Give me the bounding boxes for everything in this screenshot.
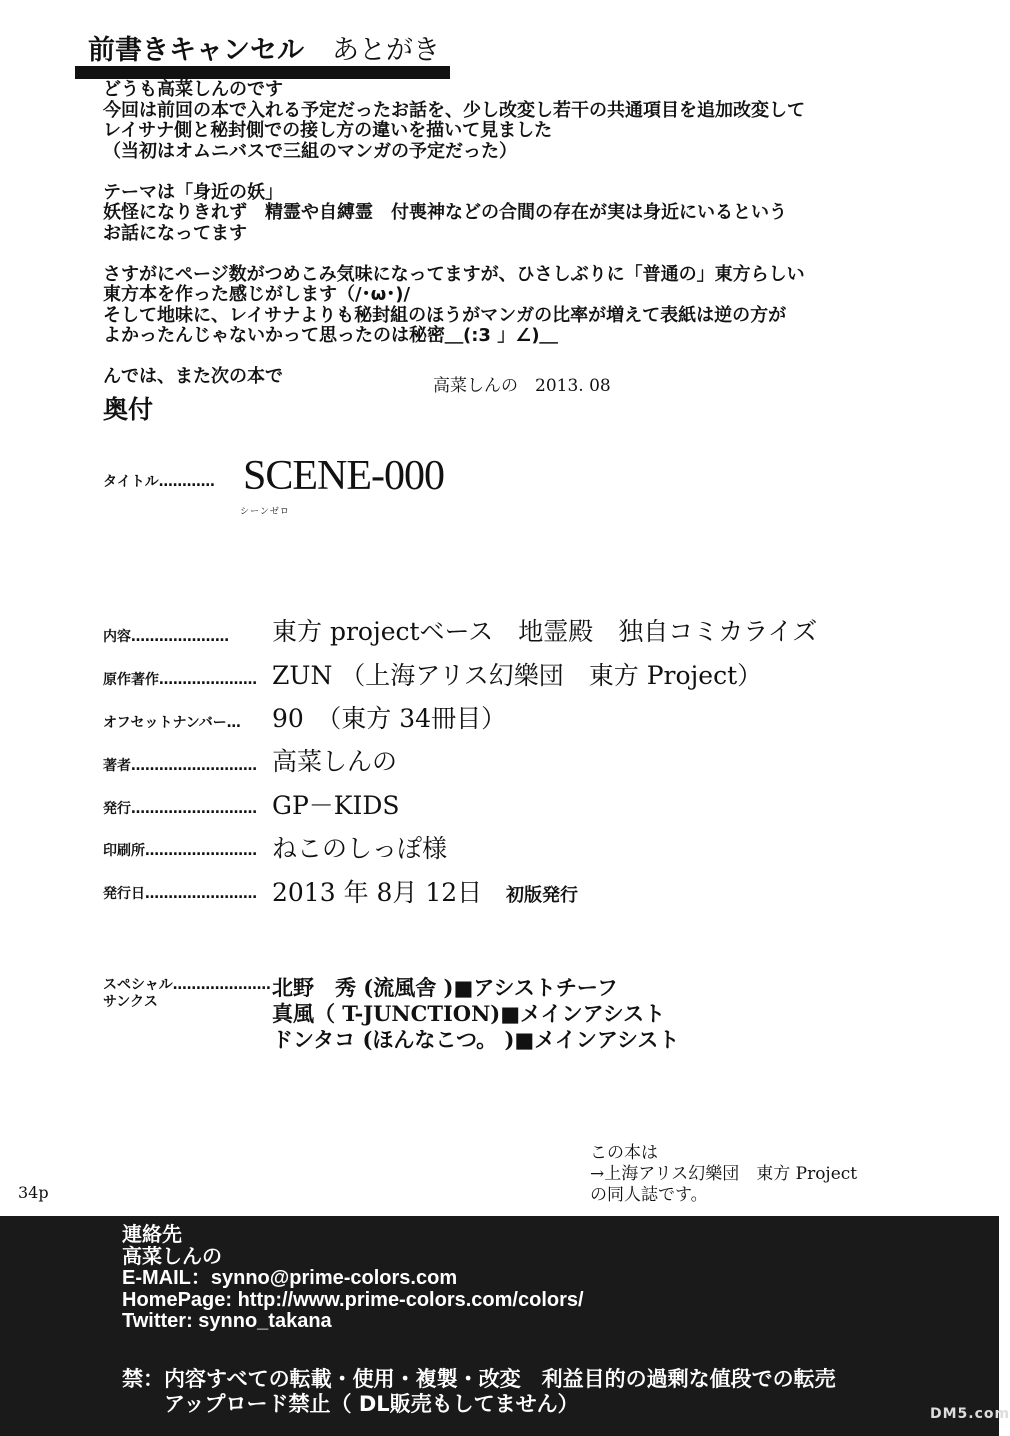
doujin-note-line: →上海アリス幻樂団 東方 Project (590, 1164, 858, 1184)
site-watermark: DM5.com (930, 1406, 1010, 1422)
afterword-text (103, 80, 805, 388)
afterword-line: 今回は前回の本で入れる予定だったお話を、少し改変し若干の共通項目を追加改変して (103, 99, 805, 121)
content-label: 内容………………… (103, 629, 229, 645)
page-number: 34p (18, 1183, 49, 1202)
afterword-line: よかったんじゃないかって思ったのは秘密＿(:3 」∠)＿ (103, 325, 558, 346)
afterword-line: んでは、また次の本で (103, 366, 283, 387)
special-thanks-label (103, 977, 271, 1011)
notice-line: 禁：内容すべての転載・使用・複製・改変 利益目的の過剰な値段での転売 (122, 1367, 836, 1391)
original-work-value: ZUN （上海アリス幻樂団 東方 Project） (272, 661, 763, 690)
afterword-line: （当初はオムニバスで三組のマンガの予定だった） (103, 140, 517, 162)
contact-homepage: HomePage: http://www.prime-colors.com/colors/ (122, 1288, 584, 1311)
title-reading: シーンゼロ (240, 507, 290, 517)
colophon-heading: 奥付 (103, 395, 154, 424)
publisher-value: GP－KIDS (272, 791, 400, 820)
section-header (88, 28, 440, 67)
first-edition-note: 初版発行 (506, 885, 579, 906)
publisher-label: 発行……………………… (103, 801, 257, 817)
content-value: 東方 projectベース 地霊殿 独自コミカライズ (272, 617, 818, 646)
afterword-line: レイサナ側と秘封側での接し方の違いを描いて見ました (103, 120, 553, 141)
afterword-line: 妖怪になりきれず 精霊や自縛霊 付喪神などの合間の存在が実は身近にいるという (103, 202, 787, 223)
printer-value: ねこのしっぽ様 (272, 834, 448, 863)
afterword-line: 東方本を作った感じがします（/･ω･)/ (103, 284, 411, 305)
thanks-entry: 北野 秀 (流風舎 )■アシストチーフ (272, 975, 618, 1000)
contact-heading: 連絡先 (122, 1224, 182, 1246)
special-thanks-list (272, 975, 679, 1053)
doujin-note-line: この本は (590, 1143, 658, 1163)
paragraph-gap (103, 347, 805, 368)
thanks-label-line: サンクス (103, 994, 158, 1010)
thanks-entry: ドンタコ (ほんなこつ。 )■メインアシスト (272, 1027, 680, 1052)
contact-name: 高菜しんの (122, 1245, 222, 1268)
issue-date-label: 発行日…………………… (103, 886, 257, 902)
contact-info (122, 1225, 584, 1333)
afterword-line: お話になってます (103, 222, 247, 244)
original-work-label: 原作著作………………… (103, 672, 257, 688)
afterword-line: さすがにページ数がつめこみ気味になってますが、ひさしぶりに「普通の」東方らしい (103, 263, 805, 285)
paragraph-gap (103, 162, 805, 183)
contact-email: E-MAIL：synno@prime-colors.com (122, 1267, 458, 1289)
afterword-line: どうも高菜しんのです (103, 79, 283, 100)
book-title: SCENE-000 (243, 453, 444, 499)
section-subtitle: あとがき (332, 35, 440, 66)
printer-label: 印刷所…………………… (103, 843, 257, 859)
header-underline (75, 66, 450, 79)
author-label: 著者……………………… (103, 758, 257, 774)
title-label: タイトル………… (103, 474, 215, 490)
paragraph-gap (103, 244, 805, 265)
offset-number-value: 90 （東方 34冊目） (272, 704, 507, 733)
contact-twitter: Twitter: synno_takana (122, 1310, 332, 1332)
thanks-entry: 真風（ T-JUNCTION)■メインアシスト (272, 1001, 666, 1026)
afterword-line: そして地味に、レイサナよりも秘封組のほうがマンガの比率が増えて表紙は逆の方が (103, 304, 787, 326)
doujin-note-line: の同人誌です。 (590, 1185, 708, 1205)
author-signature: 高菜しんの 2013. 08 (433, 376, 611, 396)
prohibition-notice (122, 1367, 836, 1417)
afterword-line: テーマは「身近の妖」 (103, 181, 283, 203)
issue-date: 2013 年 8月 12日 (272, 878, 483, 907)
issue-date-value (272, 873, 578, 909)
offset-number-label: オフセットナンバー… (103, 715, 241, 731)
author-value: 高菜しんの (272, 747, 398, 776)
section-title: 前書きキャンセル (88, 35, 304, 66)
notice-line: アップロード禁止（ DL販売もしてません） (122, 1392, 579, 1416)
doujin-note (590, 1143, 857, 1206)
thanks-label-line: スペシャル………………… (103, 977, 271, 993)
